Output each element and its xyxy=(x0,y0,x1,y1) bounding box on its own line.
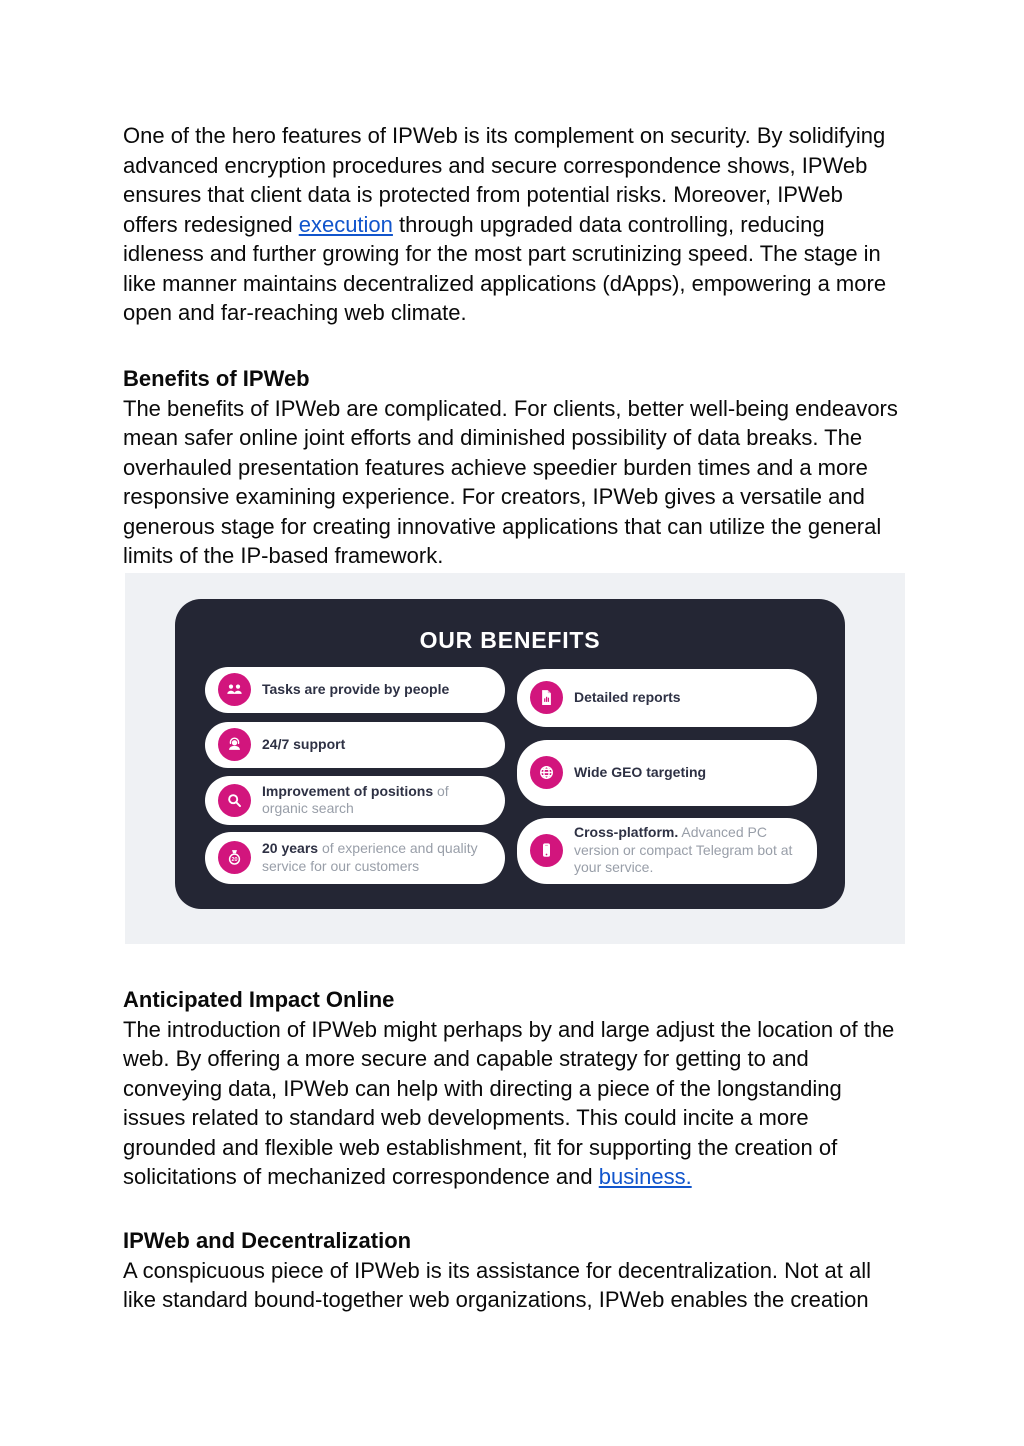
benefit-pill-support xyxy=(205,722,505,768)
paragraph-security-text-post: through upgraded data controlling, reducing idleness and further growing for the most part scrutinizing speed. The stage in like manner maintains decentralized applications (dApps), empowering a more open and far-reaching web climate. xyxy=(123,211,887,325)
benefit-text-rest: of experience and quality service for our customers xyxy=(262,840,478,874)
search-icon xyxy=(218,784,251,817)
benefit-pill-positions xyxy=(205,776,505,825)
svg-text:20: 20 xyxy=(231,857,238,864)
benefit-text xyxy=(262,783,495,818)
benefit-text-bold: Improvement of positions xyxy=(262,782,434,799)
benefit-text-bold: 20 years xyxy=(262,840,319,856)
paragraph-security-text-pre: One of the hero features of IPWeb is its complement on security. By solidifying advanced encryption procedures and secure correspondence shows, IPWeb ensures that client data is protected from potential risks. Moreover, IPWeb offers redesigned xyxy=(123,123,886,237)
globe-icon xyxy=(530,756,563,789)
people-icon xyxy=(218,673,251,706)
benefit-text-bold: Cross-platform. xyxy=(574,824,679,841)
paragraph-security xyxy=(123,121,903,328)
paragraph-impact xyxy=(123,1015,903,1192)
benefit-text xyxy=(574,824,807,877)
benefit-pill-tasks xyxy=(205,667,505,713)
benefit-pill-geo xyxy=(517,740,817,806)
benefit-text xyxy=(262,681,449,699)
our-benefits-card xyxy=(175,599,845,909)
benefit-text xyxy=(574,764,706,782)
our-benefits-title: OUR BENEFITS xyxy=(419,626,601,653)
decentralization-heading: IPWeb and Decentralization xyxy=(123,1227,412,1253)
business-link[interactable]: business. xyxy=(598,1164,692,1189)
smartphone-icon xyxy=(530,834,563,867)
benefit-text xyxy=(574,689,681,707)
benefit-text-rest: of organic search xyxy=(262,782,449,816)
document-body xyxy=(123,121,903,1315)
benefit-text-bold: Wide GEO targeting xyxy=(574,763,707,780)
benefit-pill-crossplatform xyxy=(517,818,817,884)
benefit-text xyxy=(262,736,345,754)
impact-heading: Anticipated Impact Online xyxy=(123,986,395,1012)
medal-20-icon xyxy=(218,841,251,874)
our-benefits-embedded-image xyxy=(125,573,905,944)
report-document-icon xyxy=(530,681,563,714)
benefit-text-rest: Advanced PC version or compact Telegram bot at your service. xyxy=(574,824,793,876)
paragraph-benefits: The benefits of IPWeb are complicated. For clients, better well-being endeavors mean safer online joint efforts and diminished possibility of data breaks. The overhauled presentation features achieve speedier burden times and a more responsive examining experience. For creators, IPWeb gives a versatile and generous stage for creating innovative applications that can utilize the general limits of the IP-based framework. xyxy=(123,395,898,568)
benefit-text xyxy=(262,840,495,875)
execution-link[interactable]: execution xyxy=(298,211,393,237)
benefit-text-bold: Detailed reports xyxy=(574,688,681,705)
support-agent-icon xyxy=(218,728,251,761)
benefit-pill-reports xyxy=(517,669,817,727)
benefits-heading: Benefits of IPWeb xyxy=(123,365,310,391)
benefit-text-bold: Tasks are provide by people xyxy=(262,680,450,697)
benefit-pill-experience xyxy=(205,832,505,884)
paragraph-decentralization: A conspicuous piece of IPWeb is its assistance for decentralization. Not at all like standard bound-together web organizations, IPWeb enables the creation xyxy=(123,1257,871,1312)
paragraph-impact-text-pre: The introduction of IPWeb might perhaps by and large adjust the location of the web. By offering a more secure and capable strategy for getting to and conveying data, IPWeb can help with directing a piece of the longstanding issues related to standard web developments. This could incite a more grounded and flexible web establishment, fit for supporting the creation of solicitations of mechanized correspondence and xyxy=(123,1016,895,1189)
benefit-text-bold: 24/7 support xyxy=(262,735,346,752)
